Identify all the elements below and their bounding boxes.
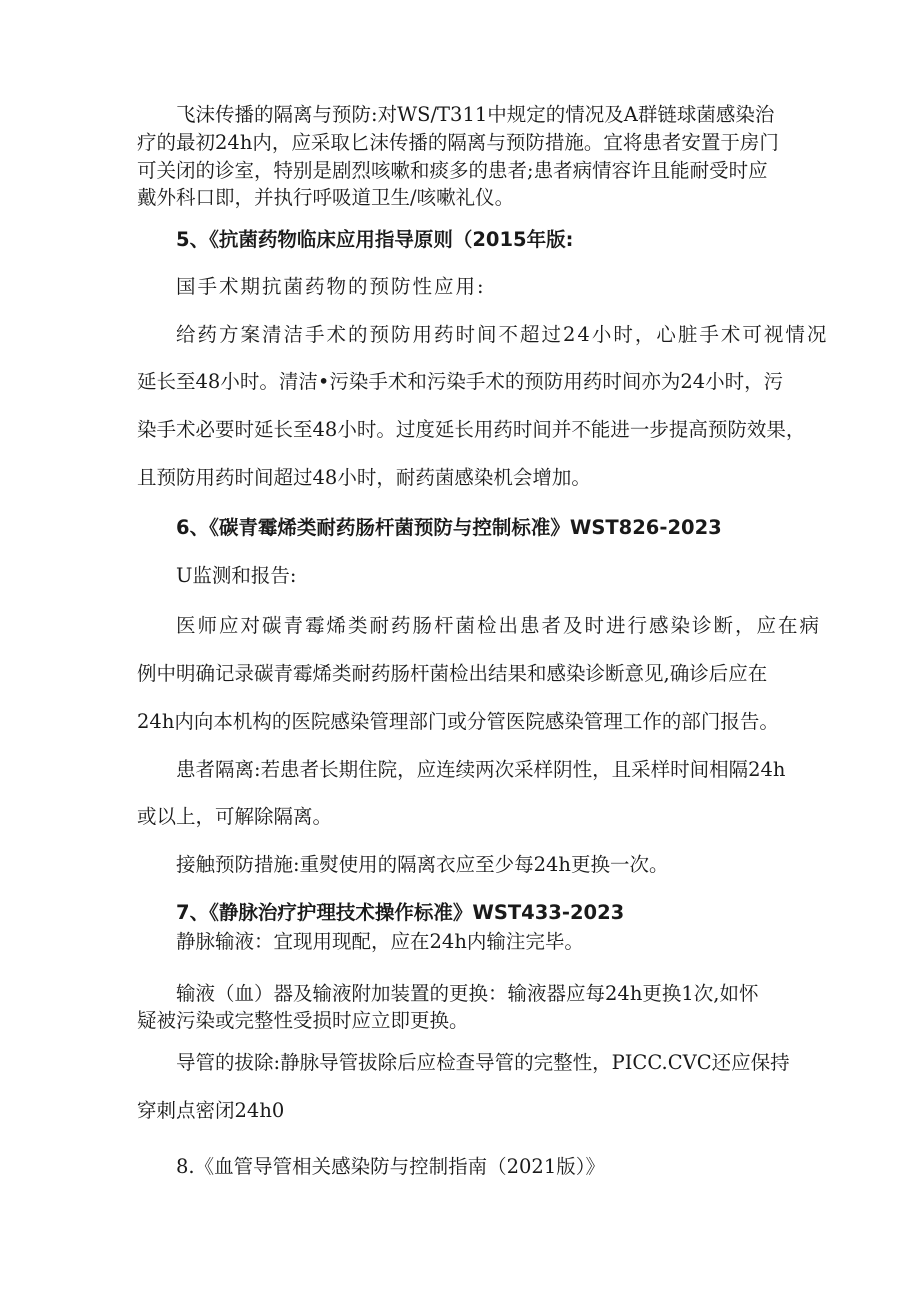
text-line: 戴外科口即，并执行呼吸道卫生/咳嗽礼仪。 (137, 186, 515, 209)
text-line: 给药方案清洁手术的预防用药时间不超过24小时，心脏手术可视情况 (176, 323, 829, 346)
text-line: U监测和报告: (176, 564, 297, 587)
text-line: 例中明确记录碳青霉烯类耐药肠杆菌检出结果和感染诊断意见,确诊后应在 (137, 662, 768, 685)
text-line: 且预防用药时间超过48小时，耐药菌感染机会增加。 (137, 466, 591, 489)
text-line: 医师应对碳青霉烯类耐药肠杆菌检出患者及时进行感染诊断，应在病 (176, 614, 822, 637)
text-line: 染手术必要时延长至48小时。过度延长用药时间并不能进一步提高预防效果， (137, 418, 806, 441)
text-line: 患者隔离:若患者长期住院，应连续两次采样阴性，且采样时间相隔24h (176, 758, 786, 781)
text-line: 接触预防措施:重熨使用的隔离衣应至少每24h更换一次。 (176, 853, 669, 876)
section-heading: 7、《静脉治疗护理技术操作标准》WST433-2023 (176, 901, 625, 924)
text-line: 飞沫传播的隔离与预防:对WS/T311中规定的情况及A群链球菌感染治 (176, 103, 775, 126)
text-line: 或以上，可解除隔离。 (137, 805, 333, 828)
text-line: 24h内向本机构的医院感染管理部门或分管医院感染管理工作的部门报告。 (137, 710, 779, 733)
text-line: 静脉输液：宜现用现配，应在24h内输注完毕。 (176, 930, 584, 953)
text-line: 疑被污染或完整性受损时应立即更换。 (137, 1009, 469, 1032)
text-line: 输液（血）器及输液附加装置的更换：输液器应每24h更换1次,如怀 (176, 982, 759, 1005)
text-line: 延长至48小时。清洁•污染手术和污染手术的预防用药时间亦为24小时，污 (137, 370, 784, 393)
text-line: 国手术期抗菌药物的预防性应用: (176, 275, 486, 298)
text-line: 可关闭的诊室，特别是剧烈咳嗽和痰多的患者;患者病情容许且能耐受时应 (137, 159, 768, 182)
text-line: 穿刺点密闭24h0 (137, 1099, 285, 1122)
text-line: 疗的最初24h内，应采取匕沫传播的隔离与预防措施。宜将患者安置于房门 (137, 131, 779, 154)
section-heading: 6、《碳青霉烯类耐药肠杆菌预防与控制标准》WST826-2023 (176, 516, 722, 539)
text-line: 导管的拔除:静脉导管拔除后应检查导管的完整性，PICC.CVC还应保持 (176, 1051, 790, 1074)
section-heading: 8.《血管导管相关感染防与控制指南（2021版）》 (176, 1155, 605, 1178)
section-heading: 5、《抗菌药物临床应用指导原则（2015年版: (176, 228, 574, 251)
